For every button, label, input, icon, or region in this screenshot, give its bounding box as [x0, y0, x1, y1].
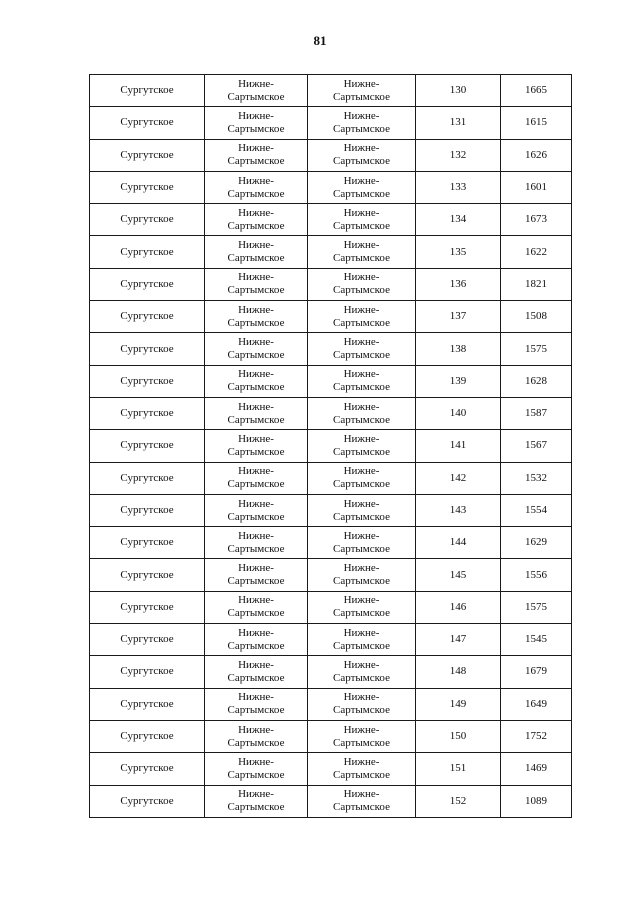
- cell-field: [205, 236, 308, 268]
- cell-field: [205, 785, 308, 817]
- cell-deposit: [308, 753, 416, 785]
- table-body: [90, 75, 572, 818]
- cell-deposit-line2: Сартымское: [333, 801, 390, 814]
- cell-well-number: 132: [416, 139, 501, 171]
- cell-well-number: 130: [416, 75, 501, 107]
- cell-well-number: 131: [416, 107, 501, 139]
- cell-well-number: 144: [416, 527, 501, 559]
- table-row: [90, 107, 572, 139]
- cell-region: Сургутское: [90, 75, 205, 107]
- cell-well-number: 142: [416, 462, 501, 494]
- cell-value: 1679: [501, 656, 572, 688]
- cell-region: Сургутское: [90, 720, 205, 752]
- table-row: [90, 559, 572, 591]
- cell-well-number: 149: [416, 688, 501, 720]
- table-row: [90, 430, 572, 462]
- table-row: [90, 397, 572, 429]
- cell-value: 1554: [501, 494, 572, 526]
- cell-deposit-line2: Сартымское: [333, 187, 390, 200]
- cell-region: Сургутское: [90, 462, 205, 494]
- data-table: [89, 74, 572, 818]
- cell-field-line2: Сартымское: [227, 349, 285, 362]
- cell-deposit-line1: Нижне-: [343, 755, 380, 768]
- cell-deposit-line2: Сартымское: [333, 704, 390, 717]
- cell-field-line1: Нижне-: [238, 109, 274, 122]
- cell-deposit-line2: Сартымское: [333, 639, 390, 652]
- table-row: [90, 204, 572, 236]
- cell-deposit-line2: Сартымское: [333, 219, 390, 232]
- cell-field: [205, 333, 308, 365]
- cell-field-line1: Нижне-: [238, 303, 274, 316]
- cell-region: Сургутское: [90, 301, 205, 333]
- cell-deposit: [308, 688, 416, 720]
- cell-field: [205, 430, 308, 462]
- cell-value: 1821: [501, 268, 572, 300]
- cell-field-line1: Нижне-: [238, 271, 274, 284]
- cell-deposit-line1: Нижне-: [343, 206, 380, 219]
- cell-field-line2: Сартымское: [227, 575, 285, 588]
- cell-region: Сургутское: [90, 688, 205, 720]
- cell-deposit-line1: Нижне-: [343, 77, 380, 90]
- cell-well-number: 140: [416, 397, 501, 429]
- cell-field-line2: Сартымское: [227, 639, 285, 652]
- cell-well-number: 135: [416, 236, 501, 268]
- cell-deposit-line2: Сартымское: [333, 736, 390, 749]
- cell-well-number: 150: [416, 720, 501, 752]
- cell-region: Сургутское: [90, 591, 205, 623]
- cell-deposit-line2: Сартымское: [333, 413, 390, 426]
- cell-deposit: [308, 107, 416, 139]
- cell-field: [205, 494, 308, 526]
- cell-deposit: [308, 656, 416, 688]
- cell-deposit: [308, 559, 416, 591]
- cell-deposit-line2: Сартымское: [333, 284, 390, 297]
- cell-field-line2: Сартымское: [227, 671, 285, 684]
- cell-field-line2: Сартымское: [227, 736, 285, 749]
- table-row: [90, 333, 572, 365]
- cell-region: Сургутское: [90, 171, 205, 203]
- cell-deposit-line1: Нижне-: [343, 239, 380, 252]
- cell-deposit: [308, 430, 416, 462]
- cell-region: Сургутское: [90, 397, 205, 429]
- cell-deposit-line2: Сартымское: [333, 575, 390, 588]
- cell-well-number: 133: [416, 171, 501, 203]
- table-row: [90, 236, 572, 268]
- cell-deposit-line2: Сартымское: [333, 478, 390, 491]
- cell-deposit-line1: Нижне-: [343, 432, 380, 445]
- cell-value: 1628: [501, 365, 572, 397]
- cell-deposit: [308, 527, 416, 559]
- cell-field-line2: Сартымское: [227, 801, 285, 814]
- table-row: [90, 591, 572, 623]
- cell-region: Сургутское: [90, 624, 205, 656]
- cell-field-line1: Нижне-: [238, 336, 274, 349]
- cell-field: [205, 268, 308, 300]
- table-row: [90, 301, 572, 333]
- cell-field-line2: Сартымское: [227, 122, 285, 135]
- cell-field-line1: Нижне-: [238, 626, 274, 639]
- cell-region: Сургутское: [90, 107, 205, 139]
- cell-field: [205, 624, 308, 656]
- cell-field-line1: Нижне-: [238, 77, 274, 90]
- cell-deposit-line1: Нижне-: [343, 271, 380, 284]
- cell-deposit-line1: Нижне-: [343, 336, 380, 349]
- cell-field: [205, 139, 308, 171]
- cell-well-number: 139: [416, 365, 501, 397]
- cell-value: 1532: [501, 462, 572, 494]
- cell-field-line1: Нижне-: [238, 239, 274, 252]
- cell-field-line1: Нижне-: [238, 465, 274, 478]
- cell-field-line2: Сартымское: [227, 478, 285, 491]
- cell-region: Сургутское: [90, 268, 205, 300]
- cell-deposit: [308, 785, 416, 817]
- cell-deposit-line2: Сартымское: [333, 671, 390, 684]
- table-row: [90, 171, 572, 203]
- cell-well-number: 152: [416, 785, 501, 817]
- cell-value: 1089: [501, 785, 572, 817]
- cell-deposit-line2: Сартымское: [333, 252, 390, 265]
- table-row: [90, 462, 572, 494]
- cell-field: [205, 753, 308, 785]
- cell-well-number: 134: [416, 204, 501, 236]
- page-number: 81: [313, 33, 327, 48]
- cell-field: [205, 397, 308, 429]
- cell-field-line1: Нижне-: [238, 691, 274, 704]
- cell-value: 1626: [501, 139, 572, 171]
- cell-value: 1673: [501, 204, 572, 236]
- cell-well-number: 146: [416, 591, 501, 623]
- cell-field-line2: Сартымское: [227, 284, 285, 297]
- cell-field: [205, 559, 308, 591]
- cell-field: [205, 301, 308, 333]
- cell-deposit-line1: Нижне-: [343, 303, 380, 316]
- cell-deposit-line2: Сартымское: [333, 381, 390, 394]
- cell-field-line1: Нижне-: [238, 497, 274, 510]
- table-row: [90, 656, 572, 688]
- cell-field: [205, 75, 308, 107]
- cell-value: 1469: [501, 753, 572, 785]
- cell-deposit: [308, 624, 416, 656]
- cell-deposit-line1: Нижне-: [343, 691, 380, 704]
- cell-region: Сургутское: [90, 204, 205, 236]
- cell-field-line2: Сартымское: [227, 252, 285, 265]
- cell-value: 1508: [501, 301, 572, 333]
- table-row: [90, 527, 572, 559]
- cell-deposit-line2: Сартымское: [333, 607, 390, 620]
- cell-value: 1752: [501, 720, 572, 752]
- cell-deposit-line2: Сартымское: [333, 445, 390, 458]
- cell-deposit-line2: Сартымское: [333, 316, 390, 329]
- cell-deposit-line2: Сартымское: [333, 349, 390, 362]
- cell-well-number: 143: [416, 494, 501, 526]
- cell-deposit-line2: Сартымское: [333, 90, 390, 103]
- cell-deposit: [308, 720, 416, 752]
- cell-deposit: [308, 268, 416, 300]
- cell-deposit: [308, 236, 416, 268]
- table-row: [90, 624, 572, 656]
- cell-region: Сургутское: [90, 785, 205, 817]
- cell-region: Сургутское: [90, 365, 205, 397]
- cell-deposit-line1: Нижне-: [343, 368, 380, 381]
- cell-deposit: [308, 333, 416, 365]
- cell-deposit-line2: Сартымское: [333, 510, 390, 523]
- cell-field-line2: Сартымское: [227, 768, 285, 781]
- cell-deposit-line1: Нижне-: [343, 142, 380, 155]
- cell-deposit-line1: Нижне-: [343, 497, 380, 510]
- cell-field-line2: Сартымское: [227, 607, 285, 620]
- cell-field-line2: Сартымское: [227, 381, 285, 394]
- cell-field-line1: Нижне-: [238, 755, 274, 768]
- cell-region: Сургутское: [90, 494, 205, 526]
- cell-value: 1545: [501, 624, 572, 656]
- cell-field: [205, 204, 308, 236]
- table-row: [90, 75, 572, 107]
- cell-value: 1629: [501, 527, 572, 559]
- cell-field: [205, 720, 308, 752]
- cell-field-line1: Нижне-: [238, 432, 274, 445]
- table-row: [90, 268, 572, 300]
- table-row: [90, 753, 572, 785]
- cell-deposit-line2: Сартымское: [333, 542, 390, 555]
- cell-deposit-line1: Нижне-: [343, 723, 380, 736]
- cell-deposit-line1: Нижне-: [343, 788, 380, 801]
- cell-region: Сургутское: [90, 236, 205, 268]
- cell-deposit-line1: Нижне-: [343, 529, 380, 542]
- cell-well-number: 145: [416, 559, 501, 591]
- cell-field: [205, 527, 308, 559]
- cell-region: Сургутское: [90, 753, 205, 785]
- table-row: [90, 720, 572, 752]
- cell-field: [205, 591, 308, 623]
- cell-value: 1649: [501, 688, 572, 720]
- cell-deposit: [308, 591, 416, 623]
- cell-field-line1: Нижне-: [238, 594, 274, 607]
- cell-field-line1: Нижне-: [238, 400, 274, 413]
- cell-field: [205, 107, 308, 139]
- cell-field-line2: Сартымское: [227, 90, 285, 103]
- cell-region: Сургутское: [90, 656, 205, 688]
- cell-deposit: [308, 494, 416, 526]
- cell-field: [205, 365, 308, 397]
- cell-field-line2: Сартымское: [227, 187, 285, 200]
- cell-value: 1556: [501, 559, 572, 591]
- cell-deposit: [308, 75, 416, 107]
- cell-region: Сургутское: [90, 139, 205, 171]
- cell-field-line1: Нижне-: [238, 529, 274, 542]
- cell-well-number: 137: [416, 301, 501, 333]
- table-row: [90, 365, 572, 397]
- cell-field-line1: Нижне-: [238, 723, 274, 736]
- cell-deposit-line2: Сартымское: [333, 122, 390, 135]
- table-row: [90, 785, 572, 817]
- cell-deposit-line2: Сартымское: [333, 768, 390, 781]
- cell-deposit: [308, 139, 416, 171]
- cell-deposit: [308, 397, 416, 429]
- cell-field-line2: Сартымское: [227, 155, 285, 168]
- cell-well-number: 151: [416, 753, 501, 785]
- table-row: [90, 494, 572, 526]
- cell-value: 1665: [501, 75, 572, 107]
- cell-deposit: [308, 365, 416, 397]
- cell-value: 1567: [501, 430, 572, 462]
- cell-field-line1: Нижне-: [238, 658, 274, 671]
- cell-field: [205, 462, 308, 494]
- cell-well-number: 148: [416, 656, 501, 688]
- table-row: [90, 688, 572, 720]
- cell-value: 1587: [501, 397, 572, 429]
- cell-value: 1575: [501, 333, 572, 365]
- cell-deposit-line1: Нижне-: [343, 400, 380, 413]
- cell-deposit: [308, 171, 416, 203]
- cell-value: 1622: [501, 236, 572, 268]
- cell-deposit-line1: Нижне-: [343, 658, 380, 671]
- cell-deposit-line1: Нижне-: [343, 594, 380, 607]
- cell-well-number: 136: [416, 268, 501, 300]
- cell-field-line1: Нижне-: [238, 174, 274, 187]
- cell-deposit-line1: Нижне-: [343, 174, 380, 187]
- cell-field-line1: Нижне-: [238, 562, 274, 575]
- table-row: [90, 139, 572, 171]
- cell-deposit-line1: Нижне-: [343, 626, 380, 639]
- cell-field: [205, 656, 308, 688]
- cell-well-number: 141: [416, 430, 501, 462]
- cell-field-line1: Нижне-: [238, 206, 274, 219]
- cell-region: Сургутское: [90, 430, 205, 462]
- cell-field-line2: Сартымское: [227, 510, 285, 523]
- cell-deposit-line2: Сартымское: [333, 155, 390, 168]
- cell-region: Сургутское: [90, 333, 205, 365]
- cell-well-number: 147: [416, 624, 501, 656]
- cell-deposit: [308, 204, 416, 236]
- cell-region: Сургутское: [90, 559, 205, 591]
- cell-field-line2: Сартымское: [227, 219, 285, 232]
- cell-field-line2: Сартымское: [227, 704, 285, 717]
- cell-well-number: 138: [416, 333, 501, 365]
- cell-region: Сургутское: [90, 527, 205, 559]
- cell-field-line1: Нижне-: [238, 142, 274, 155]
- cell-field-line2: Сартымское: [227, 316, 285, 329]
- cell-deposit-line1: Нижне-: [343, 465, 380, 478]
- cell-field: [205, 688, 308, 720]
- cell-deposit: [308, 301, 416, 333]
- cell-deposit-line1: Нижне-: [343, 109, 380, 122]
- cell-value: 1575: [501, 591, 572, 623]
- cell-deposit-line1: Нижне-: [343, 562, 380, 575]
- cell-value: 1601: [501, 171, 572, 203]
- cell-field-line1: Нижне-: [238, 368, 274, 381]
- cell-field-line1: Нижне-: [238, 788, 274, 801]
- cell-field-line2: Сартымское: [227, 445, 285, 458]
- cell-deposit: [308, 462, 416, 494]
- cell-field: [205, 171, 308, 203]
- cell-value: 1615: [501, 107, 572, 139]
- cell-field-line2: Сартымское: [227, 413, 285, 426]
- cell-field-line2: Сартымское: [227, 542, 285, 555]
